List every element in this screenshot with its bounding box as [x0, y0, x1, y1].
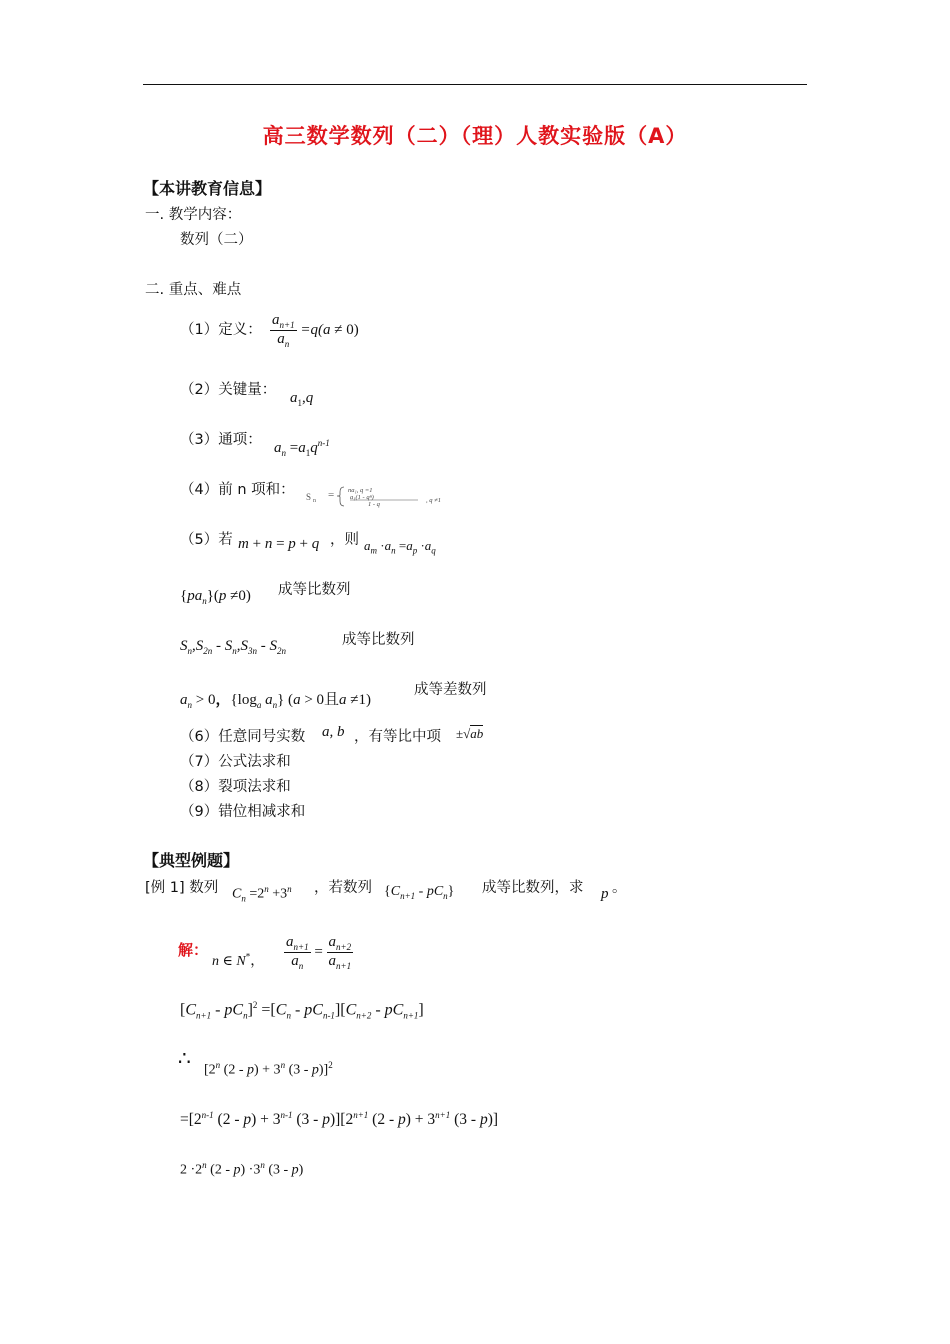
point-1-label: （1）定义：	[180, 322, 262, 338]
point-5-condition: m + n = p + q	[238, 536, 320, 552]
therefore-symbol: ∴	[178, 1046, 191, 1070]
example-1-sequence-2: $\{C_{n+1} - pC_n\}$	[384, 884, 455, 901]
point-9: （9）错位相减求和	[180, 804, 306, 820]
solution-step-1a: n ∈ N*，	[212, 951, 265, 969]
point-1-formula: $\frac{a_{n+1}}{a_n}$ =q(a ≠ 0)	[272, 312, 359, 349]
property-1-text: 成等比数列	[278, 582, 351, 598]
point-6-formula: ±√ab	[456, 726, 484, 741]
svg-text:a₁(1 - qⁿ): a₁(1 - qⁿ)	[350, 494, 374, 501]
teaching-content-label: 一. 教学内容：	[145, 207, 242, 223]
solution-step-2: $[C_{n+1} - pC_n]^2 =[C_n - pC_{n-1}][C_{n+2} - pC_{n+1}]$	[180, 1000, 424, 1021]
example-1-end: 成等比数列，求	[482, 880, 584, 896]
example-1-period: 。	[612, 880, 627, 896]
point-7: （7）公式法求和	[180, 754, 291, 770]
section-heading-examples: 【典型例题】	[143, 851, 240, 870]
point-6-vars: a, b	[322, 724, 345, 740]
point-2-formula: $a_1,q$	[290, 390, 314, 408]
svg-text:S: S	[306, 492, 312, 502]
example-1-label: [例 1] 数列	[145, 880, 219, 896]
point-3-label: （3）通项：	[180, 432, 262, 448]
example-1-mid: ，若数列	[314, 880, 372, 896]
section-heading-info: 【本讲教育信息】	[143, 179, 272, 198]
teaching-content-value: 数列（二）	[180, 232, 253, 248]
svg-text:1 - q: 1 - q	[368, 501, 380, 508]
point-2-label: （2）关键量：	[180, 382, 277, 398]
page-title: 高三数学数列（二）（理）人教实验版（A）	[262, 124, 688, 148]
property-1-formula: $\{pa_n\}(p \ne 0)$	[180, 588, 251, 606]
point-8: （8）裂项法求和	[180, 779, 291, 795]
point-5-result: $a_m \cdot a_n =a_p \cdot a_q$	[364, 538, 436, 556]
point-4-formula	[306, 484, 471, 512]
top-rule	[143, 84, 807, 85]
point-5-label: （5）若	[180, 532, 233, 548]
property-2-formula: $S_n,S_{2n} - S_n,S_{3n} - S_{2n}$	[180, 638, 286, 656]
point-6-label: （6）任意同号实数	[180, 729, 306, 745]
point-5-connector: ，则	[330, 532, 359, 548]
solution-step-4: $=[2^{n-1}$ $(2 - p) + 3^{n-1}$ $(3 - p)][2^{n+1}$ $(2 - p) + 3^{n+1}$ (3 - p)]	[180, 1110, 499, 1129]
property-3-formula: $a_n > 0$，{$\log_a$ $a_n$} (a > 0且a ≠1)	[180, 692, 372, 710]
solution-step-3: [2$^n$ $(2 - p) + 3^n$ (3 - p)]$^2$	[204, 1060, 333, 1078]
solution-label: 解：	[178, 941, 209, 959]
example-1-sequence: $C_n =2^n +3^n$	[232, 884, 292, 904]
point-4-label: （4）前 n 项和：	[180, 482, 295, 498]
key-points-label: 二. 重点、难点	[145, 282, 242, 298]
solution-step-5: $2 \cdot 2^n$ $(2 - p) \cdot 3^n$ (3 - p)	[180, 1160, 304, 1178]
point-6-mid: ，有等比中项	[354, 729, 441, 745]
property-2-text: 成等比数列	[342, 632, 415, 648]
svg-text:na₁, q =1: na₁, q =1	[348, 487, 373, 494]
svg-text:, q ≠1: , q ≠1	[426, 497, 441, 504]
svg-text:n: n	[313, 498, 316, 504]
svg-text:=: =	[328, 489, 335, 501]
property-3-text: 成等差数列	[414, 682, 487, 698]
example-1-var: p	[601, 886, 609, 902]
point-3-formula: $a_n =a_1q^{n-1}$	[274, 438, 330, 458]
solution-step-1b: $\frac{a_{n+1}}{a_n}$ = $\frac{a_{n+2}}{a_{n+1}}$	[286, 934, 352, 971]
